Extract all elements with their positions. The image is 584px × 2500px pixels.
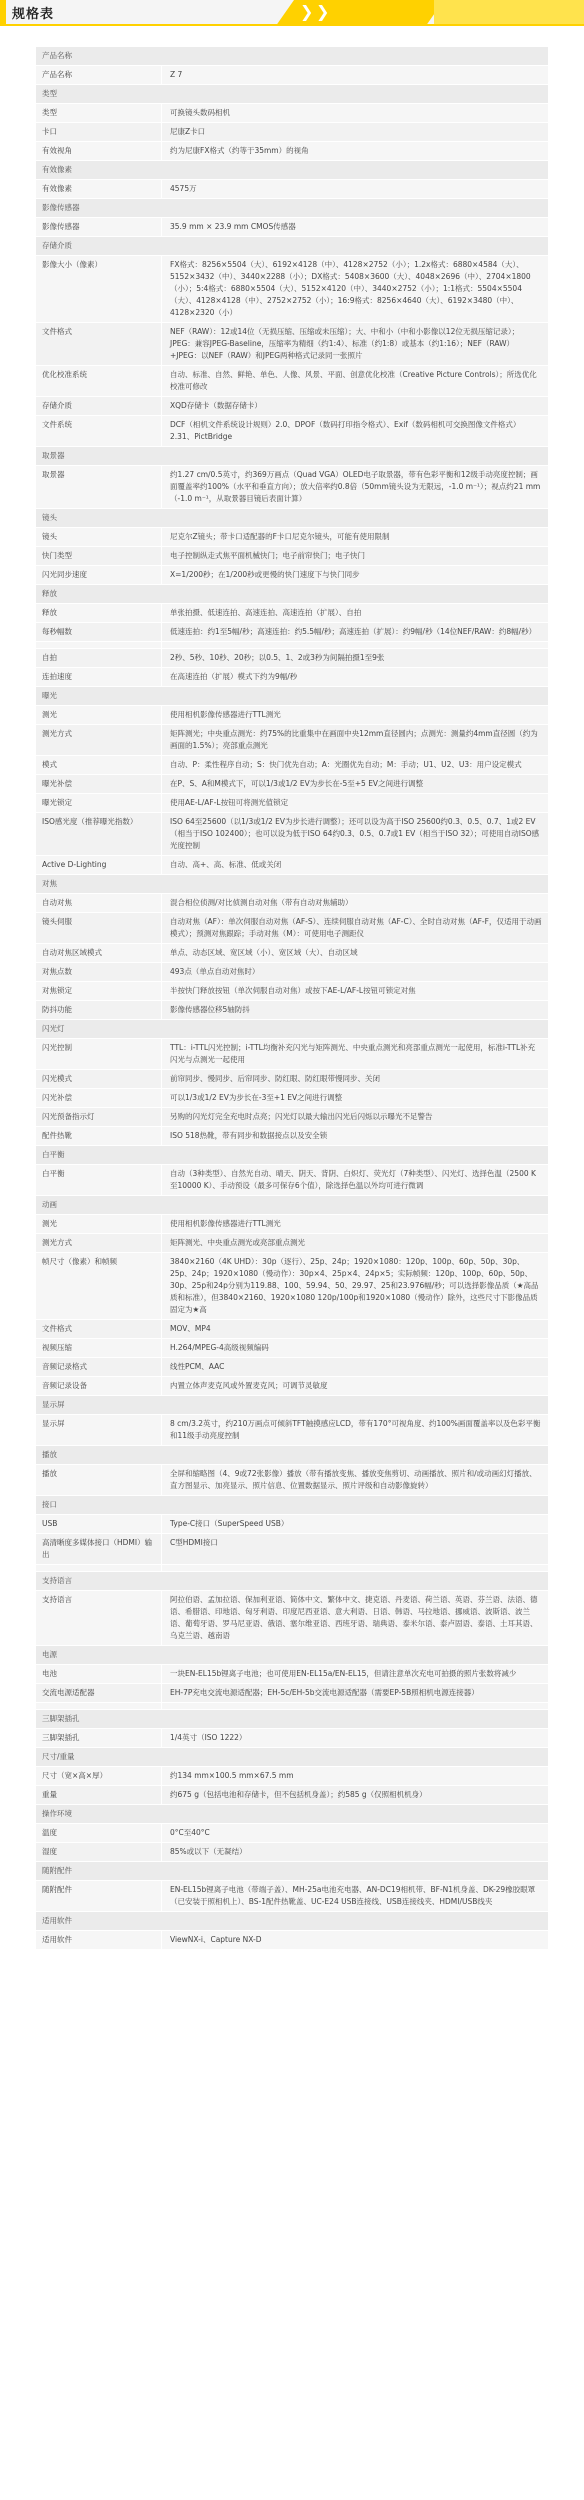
spec-value: 自动、P：柔性程序自动；S：快门优先自动；A：光圈优先自动；M：手动；U1、U2、U3：用户设定模式 (170, 760, 522, 769)
spec-value: 矩阵测光；中央重点测光：约75%的比重集中在画面中央12mm直径圆内；点测光：测量约4mm直径圆（约为画面的1.5%）；亮部重点测光 (170, 729, 538, 750)
spec-row (36, 141, 548, 160)
section-rows (36, 1038, 548, 1145)
spec-row (36, 855, 548, 874)
spec-value: DCF（相机文件系统设计规则）2.0、DPOF（数码打印指令格式）、Exif（数码相机可交换图像文件格式）2.31、PictBridge (170, 420, 521, 441)
spec-value (162, 642, 548, 648)
spec-label: 三脚架插孔 (36, 1729, 162, 1747)
spec-row (36, 667, 548, 686)
spec-label: 适用软件 (36, 1931, 162, 1949)
spec-value: 3840×2160（4K UHD）：30p（逐行）、25p、24p；1920×1080：120p、100p、60p、50p、30p、25p、24p；1920×1080（慢动作）：30p×4、25p×4、24p×5；实际帧频：120p、100p、60p、50p、30p、25p和24p分别为119.88、100、59.94、50、29.97、25和23.976幅/秒；可以选择影像品质（★高品质和标准），但3840×2160、1920×1080 120p/100p和1920×1080（慢动作）除外，这些尺寸下影像品质固定为★高 (170, 1257, 539, 1314)
spec-label: 湿度 (36, 1843, 162, 1861)
spec-row (36, 1664, 548, 1683)
spec-value: 85%或以下（无凝结） (170, 1847, 247, 1856)
spec-value: 前帘同步、慢同步、后帘同步、防红眼、防红眼带慢同步、关闭 (170, 1074, 380, 1083)
spec-value: ISO 518热靴，带有同步和数据接点以及安全锁 (170, 1131, 328, 1140)
spec-label (36, 642, 162, 648)
spec-label: 存储介质 (36, 397, 162, 415)
spec-label: 每秒幅数 (36, 623, 162, 641)
spec-value: X=1/200秒；在1/200秒或更慢的快门速度下与快门同步 (170, 570, 360, 579)
section-rows (36, 1823, 548, 1861)
spec-label: 产品名称 (36, 66, 162, 84)
section-heading: 操作环境 (36, 1804, 548, 1823)
spec-row (36, 1164, 548, 1195)
spec-label: 闪光预备指示灯 (36, 1108, 162, 1126)
section-heading: 产品名称 (36, 46, 548, 65)
section-heading: 类型 (36, 84, 548, 103)
spec-value: Z 7 (170, 70, 183, 79)
spec-row (36, 755, 548, 774)
section-heading: 支持语言 (36, 1571, 548, 1590)
spec-value: 约为尼康FX格式（约等于35mm）的视角 (170, 146, 309, 155)
spec-row (36, 546, 548, 565)
spec-label: 镜头伺服 (36, 913, 162, 943)
spec-row (36, 705, 548, 724)
spec-label: 测光 (36, 1215, 162, 1233)
section-heading: 尺寸/重量 (36, 1747, 548, 1766)
spec-row (36, 122, 548, 141)
spec-value: 线性PCM、AAC (170, 1362, 225, 1371)
section-rows (36, 705, 548, 874)
spec-value: 影像传感器位移5轴防抖 (170, 1005, 250, 1014)
spec-value: MOV、MP4 (170, 1324, 211, 1333)
section-rows (36, 1664, 548, 1709)
spec-label: 音频记录设备 (36, 1377, 162, 1395)
spec-row (36, 1683, 548, 1702)
spec-value: 自动、标准、自然、鲜艳、单色、人像、风景、平面、创意优化校准（Creative Picture Controls）；所选优化校准可修改 (170, 370, 537, 391)
section-heading: 有效像素 (36, 160, 548, 179)
spec-value: 阿拉伯语、孟加拉语、保加利亚语、简体中文、繁体中文、捷克语、丹麦语、荷兰语、英语、芬兰语、法语、德语、希腊语、印地语、匈牙利语、印度尼西亚语、意大利语、日语、韩语、马拉地语、挪威语、波斯语、波兰语、葡萄牙语、罗马尼亚语、俄语、塞尔维亚语、西班牙语、瑞典语、泰米尔语、泰卢固语、泰语、土耳其语、乌克兰语、越南语 (170, 1595, 538, 1640)
spec-row (36, 1823, 548, 1842)
spec-value: 在P、S、A和M模式下，可以1/3或1/2 EV为步长在-5至+5 EV之间进行调整 (170, 779, 424, 788)
spec-row (36, 1376, 548, 1395)
spec-value: 0°C至40°C (170, 1828, 210, 1837)
spec-label: 测光方式 (36, 1234, 162, 1252)
spec-label: 文件系统 (36, 416, 162, 446)
spec-label: 连拍速度 (36, 668, 162, 686)
spec-label: 尺寸（宽×高×厚） (36, 1767, 162, 1785)
spec-row (36, 1233, 548, 1252)
spec-row (36, 962, 548, 981)
spec-label: 曝光补偿 (36, 775, 162, 793)
section-rows (36, 1464, 548, 1495)
spec-value: 自动对焦（AF）：单次伺服自动对焦（AF-S）、连续伺服自动对焦（AF-C）、全时自动对焦（AF-F，仅适用于动画模式）；预测对焦跟踪；手动对焦（M）：可使用电子测距仪 (170, 917, 542, 938)
spec-row (36, 793, 548, 812)
spec-row (36, 1590, 548, 1645)
spec-value: 在高速连拍（扩展）模式下约为9幅/秒 (170, 672, 298, 681)
spec-label: 闪光补偿 (36, 1089, 162, 1107)
section-rows (36, 1728, 548, 1747)
spec-label: 取景器 (36, 466, 162, 508)
spec-row (36, 1564, 548, 1571)
spec-row (36, 1880, 548, 1911)
spec-value: 2秒、5秒、10秒、20秒；以0.5、1、2或3秒为间隔拍摄1至9张 (170, 653, 385, 662)
spec-row (36, 1533, 548, 1564)
section-rows (36, 217, 548, 236)
spec-label: 播放 (36, 1465, 162, 1495)
spec-value: 单点、动态区域、宽区域（小）、宽区域（大）、自动区域 (170, 948, 358, 957)
spec-label: 类型 (36, 104, 162, 122)
spec-value: Type-C接口（SuperSpeed USB） (170, 1519, 289, 1528)
spec-label (36, 1703, 162, 1709)
spec-value: H.264/MPEG-4高级视频编码 (170, 1343, 269, 1352)
spec-value: 约1.27 cm/0.5英寸，约369万画点（Quad VGA）OLED电子取景器，带有色彩平衡和12级手动亮度控制；画面覆盖率约100%（水平和垂直方向）；放大倍率约0.8倍（50mm镜头设为无限远，-1.0 m⁻¹）；视点约21 mm（-1.0 m⁻¹，从取景器目镜后表面计算） (170, 470, 541, 503)
spec-row (36, 641, 548, 648)
spec-value: 493点（单点自动对焦时） (170, 967, 260, 976)
section-heading: 对焦 (36, 874, 548, 893)
section-heading: 电源 (36, 1645, 548, 1664)
header-bar (0, 0, 584, 26)
section-heading: 镜头 (36, 508, 548, 527)
spec-value (162, 1565, 548, 1571)
spec-label: 闪光同步速度 (36, 566, 162, 584)
spec-row (36, 1930, 548, 1949)
spec-label: 快门类型 (36, 547, 162, 565)
spec-label: 电池 (36, 1665, 162, 1683)
section-heading: 显示屏 (36, 1395, 548, 1414)
spec-label: 交流电源适配器 (36, 1684, 162, 1702)
spec-label: 卡口 (36, 123, 162, 141)
spec-label: 自拍 (36, 649, 162, 667)
spec-row (36, 812, 548, 855)
spec-value: C型HDMI接口 (170, 1538, 218, 1547)
spec-label: 释放 (36, 604, 162, 622)
spec-row (36, 893, 548, 912)
spec-label: 影像大小（像素） (36, 256, 162, 322)
spec-label: 帧尺寸（像素）和帧频 (36, 1253, 162, 1319)
spec-label: 重量 (36, 1786, 162, 1804)
spec-value (162, 1703, 548, 1709)
spec-value: 约134 mm×100.5 mm×67.5 mm (170, 1771, 294, 1780)
spec-label: 有效像素 (36, 180, 162, 198)
spec-label: 镜头 (36, 528, 162, 546)
spec-row (36, 912, 548, 943)
section-rows (36, 527, 548, 584)
spec-value: 尼克尔Z镜头；带卡口适配器的F卡口尼克尔镜头，可能有使用限制 (170, 532, 390, 541)
spec-row (36, 1338, 548, 1357)
section-rows (36, 1590, 548, 1645)
spec-row (36, 465, 548, 508)
spec-row (36, 1514, 548, 1533)
spec-value: 4575万 (170, 184, 197, 193)
spec-row (36, 1088, 548, 1107)
spec-label: 模式 (36, 756, 162, 774)
spec-row (36, 415, 548, 446)
spec-row (36, 1319, 548, 1338)
section-rows (36, 65, 548, 84)
spec-label: 文件格式 (36, 323, 162, 365)
section-rows (36, 465, 548, 508)
spec-label: 配件热靴 (36, 1127, 162, 1145)
spec-label: 测光方式 (36, 725, 162, 755)
spec-value: 自动、高+、高、标准、低或关闭 (170, 860, 282, 869)
section-rows (36, 1214, 548, 1395)
section-rows (36, 255, 548, 446)
spec-row (36, 1785, 548, 1804)
spec-row (36, 1126, 548, 1145)
spec-label: 温度 (36, 1824, 162, 1842)
spec-label: 自动对焦区域模式 (36, 944, 162, 962)
section-heading: 动画 (36, 1195, 548, 1214)
section-heading: 闪光灯 (36, 1019, 548, 1038)
section-heading: 存储介质 (36, 236, 548, 255)
section-heading: 曝光 (36, 686, 548, 705)
section-rows (36, 1766, 548, 1804)
section-rows (36, 103, 548, 160)
page-title: 规格表 (12, 7, 55, 22)
spec-label: 影像传感器 (36, 218, 162, 236)
spec-label (36, 1565, 162, 1571)
spec-value: 1/4英寸（ISO 1222） (170, 1733, 247, 1742)
spec-label: 随附配件 (36, 1881, 162, 1911)
spec-value: TTL：i-TTL闪光控制；i-TTL均衡补充闪光与矩阵测光、中央重点测光和亮部重点测光一起使用，标准i-TTL补充闪光与点测光一起使用 (170, 1043, 536, 1064)
spec-value: 可换镜头数码相机 (170, 108, 230, 117)
spec-label: 曝光锁定 (36, 794, 162, 812)
spec-row (36, 1464, 548, 1495)
spec-value: 尼康Z卡口 (170, 127, 206, 136)
header-stripe (0, 0, 6, 24)
section-rows (36, 603, 548, 686)
section-heading: 白平衡 (36, 1145, 548, 1164)
spec-value: 混合相位侦测/对比侦测自动对焦（带有自动对焦辅助） (170, 898, 353, 907)
spec-label: 支持语言 (36, 1591, 162, 1645)
spec-row (36, 179, 548, 198)
spec-label: 优化校准系统 (36, 366, 162, 396)
section-rows (36, 179, 548, 198)
spec-row (36, 365, 548, 396)
section-heading: 适用软件 (36, 1911, 548, 1930)
spec-value: 自动（3种类型）、自然光自动、晴天、阴天、背阴、白炽灯、荧光灯（7种类型）、闪光灯、选择色温（2500 K至10000 K）、手动预设（最多可保存6个值），除选择色温以外均可进行微调 (170, 1169, 536, 1190)
spec-value: 低速连拍：约1至5幅/秒；高速连拍：约5.5幅/秒；高速连拍（扩展）：约9幅/秒（14位NEF/RAW：约8幅/秒） (170, 627, 537, 636)
spec-row (36, 217, 548, 236)
spec-value: 矩阵测光、中央重点测光或亮部重点测光 (170, 1238, 305, 1247)
spec-value: EH-7P充电交流电源适配器；EH-5c/EH-5b交流电源适配器（需要EP-5B照相机电源连接器） (170, 1688, 479, 1697)
section-heading: 接口 (36, 1495, 548, 1514)
spec-value: 约675 g（包括电池和存储卡，但不包括机身盖）；约585 g（仅照相机机身） (170, 1790, 427, 1799)
spec-row (36, 1357, 548, 1376)
spec-value: 全屏和缩略图（4、9或72张影像）播放（带有播放变焦、播放变焦剪切、动画播放、照片和/或动画幻灯播放、直方图显示、加亮显示、照片信息、位置数据显示、照片评级和自动影像旋转） (170, 1469, 537, 1490)
spec-row (36, 1252, 548, 1319)
spec-value: 8 cm/3.2英寸，约210万画点可倾斜TFT触摸感应LCD，带有170°可视角度、约100%画面覆盖率以及色彩平衡和11级手动亮度控制 (170, 1419, 541, 1440)
spec-label: 高清晰度多媒体接口（HDMI）输出 (36, 1534, 162, 1564)
spec-value: 单张拍摄、低速连拍、高速连拍、高速连拍（扩展）、自拍 (170, 608, 362, 617)
spec-label: 白平衡 (36, 1165, 162, 1195)
spec-row (36, 603, 548, 622)
spec-label: USB (36, 1515, 162, 1533)
spec-label: Active D-Lighting (36, 856, 162, 874)
spec-value: 可以1/3或1/2 EV为步长在-3至+1 EV之间进行调整 (170, 1093, 343, 1102)
spec-label: 有效视角 (36, 142, 162, 160)
spec-row (36, 527, 548, 546)
spec-row (36, 648, 548, 667)
spec-row (36, 724, 548, 755)
spec-value: 另购的闪光灯完全充电时点亮；闪光灯以最大输出闪光后闪烁以示曝光不足警告 (170, 1112, 433, 1121)
spec-value: 内置立体声麦克风或外置麦克风；可调节灵敏度 (170, 1381, 328, 1390)
spec-row (36, 943, 548, 962)
section-heading: 三脚架插孔 (36, 1709, 548, 1728)
spec-value: 电子控制纵走式焦平面机械快门；电子前帘快门；电子快门 (170, 551, 365, 560)
spec-value: ViewNX-i、Capture NX-D (170, 1935, 262, 1944)
section-rows (36, 1930, 548, 1949)
spec-row (36, 774, 548, 793)
spec-row (36, 103, 548, 122)
spec-row (36, 1214, 548, 1233)
spec-value: 一块EN-EL15b锂离子电池；也可使用EN-EL15a/EN-EL15，但请注意单次充电可拍摄的照片张数将减少 (170, 1669, 517, 1678)
chevron-right-icon: ❯ (300, 2, 314, 21)
spec-value: 使用相机影像传感器进行TTL测光 (170, 1219, 281, 1228)
spec-row (36, 65, 548, 84)
section-heading: 取景器 (36, 446, 548, 465)
section-rows (36, 1414, 548, 1445)
spec-row (36, 622, 548, 641)
spec-value: XQD存储卡（数据存储卡） (170, 401, 262, 410)
spec-row (36, 1000, 548, 1019)
spec-value: EN-EL15b锂离子电池（带端子盖）、MH-25a电池充电器、AN-DC19相机带、BF-N1机身盖、DK-29橡胶眼罩（已安装于照相机上）、BS-1配件热靴盖、UC-E24 USB连接线、USB连接线夹、HDMI/USB线夹 (170, 1885, 536, 1906)
spec-label: ISO感光度（推荐曝光指数） (36, 813, 162, 855)
spec-label: 对焦锁定 (36, 982, 162, 1000)
section-heading: 随附配件 (36, 1861, 548, 1880)
spec-label: 对焦点数 (36, 963, 162, 981)
spec-row (36, 322, 548, 365)
spec-row (36, 255, 548, 322)
spec-value: ISO 64至25600（以1/3或1/2 EV为步长进行调整）；还可以设为高于ISO 25600约0.3、0.5、0.7、1或2 EV（相当于ISO 102400）；也可以设为低于ISO 64约0.3、0.5、0.7或1 EV（相当于ISO 32）；可使用自动ISO感光度控制 (170, 817, 540, 850)
spec-row (36, 1038, 548, 1069)
header-accent-secondary (434, 0, 584, 24)
spec-label: 闪光模式 (36, 1070, 162, 1088)
section-rows (36, 1880, 548, 1911)
spec-label: 闪光控制 (36, 1039, 162, 1069)
spec-row (36, 1107, 548, 1126)
section-rows (36, 1514, 548, 1571)
spec-value: NEF（RAW）：12或14位（无损压缩、压缩或未压缩）；大、中和小（中和小影像以12位无损压缩记录）；JPEG：兼容JPEG-Baseline，压缩率为精细（约1:4）、标准（约1:8）或基本（约1:16）；NEF（RAW）+JPEG：以NEF（RAW）和JPEG两种格式记录同一张照片 (170, 327, 520, 360)
spec-row (36, 1069, 548, 1088)
spec-row (36, 1702, 548, 1709)
spec-label: 防抖功能 (36, 1001, 162, 1019)
spec-row (36, 1728, 548, 1747)
spec-row (36, 981, 548, 1000)
spec-label: 显示屏 (36, 1415, 162, 1445)
section-rows (36, 1164, 548, 1195)
spec-label: 视频压缩 (36, 1339, 162, 1357)
spec-label: 测光 (36, 706, 162, 724)
spec-label: 文件格式 (36, 1320, 162, 1338)
section-heading: 释放 (36, 584, 548, 603)
spec-row (36, 565, 548, 584)
section-rows (36, 893, 548, 1019)
spec-label: 自动对焦 (36, 894, 162, 912)
spec-table (36, 46, 548, 1949)
section-heading: 影像传感器 (36, 198, 548, 217)
spec-row (36, 1414, 548, 1445)
spec-value: 使用AE-L/AF-L按钮可将测光值锁定 (170, 798, 289, 807)
section-heading: 播放 (36, 1445, 548, 1464)
spec-value: 35.9 mm × 23.9 mm CMOS传感器 (170, 222, 296, 231)
chevron-right-icon: ❯ (316, 2, 330, 21)
spec-row (36, 396, 548, 415)
spec-row (36, 1842, 548, 1861)
spec-label: 音频记录格式 (36, 1358, 162, 1376)
spec-value: FX格式：8256×5504（大）、6192×4128（中）、4128×2752（小）；1.2x格式：6880×4584（大）、5152×3432（中）、3440×2288（小）；DX格式：5408×3600（大）、4048×2696（中）、2704×1800（小）；5:4格式：6880×5504（大）、5152×4120（中）、3440×2752（小）；1:1格式：5504×5504（大）、4128×4128（中）、2752×2752（小）；16:9格式：8256×4640（大）、6192×3480（中）、4128×2320（小） (170, 260, 531, 317)
spec-row (36, 1766, 548, 1785)
spec-value: 使用相机影像传感器进行TTL测光 (170, 710, 281, 719)
spec-value: 半按快门释放按钮（单次伺服自动对焦）或按下AE-L/AF-L按钮可锁定对焦 (170, 986, 416, 995)
